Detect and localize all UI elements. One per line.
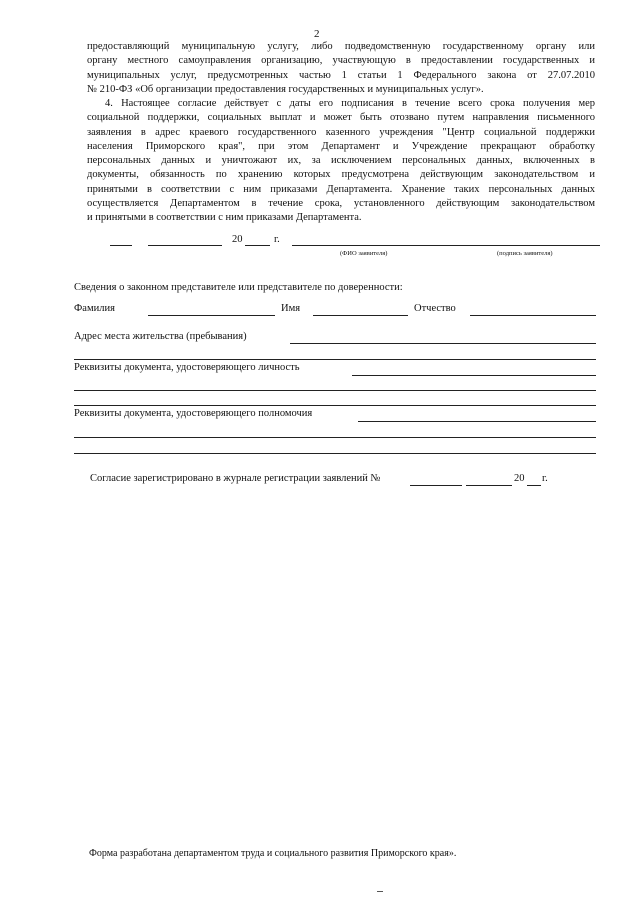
address-field[interactable] <box>290 343 596 344</box>
text-line: принятыми в соответствии с ним приказами Департамента. Хранение таких персональных данных <box>87 183 595 195</box>
signature-caption: (подпись заявителя) <box>497 250 553 257</box>
authority-doc-label: Реквизиты документа, удостоверяющего полномочия <box>74 408 313 419</box>
footer-note: Форма разработана департаментом труда и социального развития Приморского края». <box>89 848 457 859</box>
surname-label: Фамилия <box>74 303 115 314</box>
applicant-fio-field[interactable] <box>292 245 452 246</box>
patronymic-label: Отчество <box>414 303 456 314</box>
text-line: органу местного самоуправления организацию, участвующую в предоставлении государственных и <box>87 55 595 67</box>
date-day-field[interactable] <box>110 245 132 246</box>
identity-doc-field-line-3[interactable] <box>74 405 596 406</box>
scan-mark <box>377 891 383 892</box>
authority-doc-field-line-3[interactable] <box>74 453 596 454</box>
text-line: муниципальных услуг, предусмотренных частью 1 статьи 1 Федерального закона от 27.07.2010 <box>87 69 595 81</box>
text-line: и принятыми в соответствии с ним приказами Департамента. <box>87 212 362 224</box>
paragraph-continuation <box>87 40 595 97</box>
date-year-suffix: г. <box>274 234 280 245</box>
text-line: заявления в адрес краевого государственного казенного учреждения "Центр социальной поддержки <box>87 126 595 138</box>
registration-year-field[interactable] <box>527 485 541 486</box>
registration-year-prefix: 20 <box>514 473 525 484</box>
text-line: социальной поддержки, социальных выплат и может быть отозвано путем направления письменного <box>87 112 595 124</box>
fio-caption: (ФИО заявителя) <box>340 250 388 257</box>
surname-field[interactable] <box>148 315 275 316</box>
page-number: 2 <box>314 28 320 40</box>
identity-doc-label: Реквизиты документа, удостоверяющего личность <box>74 362 300 373</box>
text-line: 4. Настоящее согласие действует с даты его подписания в течение всего срока получения мер <box>105 98 595 109</box>
patronymic-field[interactable] <box>470 315 596 316</box>
registration-text: Согласие зарегистрировано в журнале регистрации заявлений № <box>90 473 381 484</box>
representative-heading: Сведения о законном представителе или представителе по доверенности: <box>74 282 403 293</box>
date-year-prefix: 20 <box>232 234 243 245</box>
registration-date-field[interactable] <box>466 485 512 486</box>
authority-doc-field[interactable] <box>358 421 596 422</box>
name-field[interactable] <box>313 315 408 316</box>
address-label: Адрес места жительства (пребывания) <box>74 331 247 342</box>
date-month-field[interactable] <box>148 245 222 246</box>
identity-doc-field[interactable] <box>352 375 596 376</box>
address-field-line-2[interactable] <box>74 359 596 360</box>
text-line: предоставляющий муниципальную услугу, либо подведомственную государственному органу или <box>87 41 595 52</box>
name-label: Имя <box>281 303 301 314</box>
authority-doc-field-line-2[interactable] <box>74 437 596 438</box>
text-line: персональных данных и уничтожают их, за исключением персональных данных, включенных в <box>87 155 595 167</box>
registration-year-suffix: г. <box>542 473 548 484</box>
text-line: населения Приморского края", при этом Департамент и Учреждение прекращают обработку <box>87 140 595 152</box>
date-year-field[interactable] <box>245 245 270 246</box>
text-line: № 210-ФЗ «Об организации предоставления государственных и муниципальных услуг». <box>87 83 484 95</box>
text-line: осуществляется Департаментом в течение срока, установленного действующим законодательством <box>87 198 595 210</box>
paragraph-4 <box>87 97 595 226</box>
text-line: документы, обязанность по хранению которых предусмотрена действующим законодательством и <box>87 169 595 181</box>
identity-doc-field-line-2[interactable] <box>74 390 596 391</box>
registration-number-field[interactable] <box>410 485 462 486</box>
applicant-signature-field[interactable] <box>452 245 600 246</box>
